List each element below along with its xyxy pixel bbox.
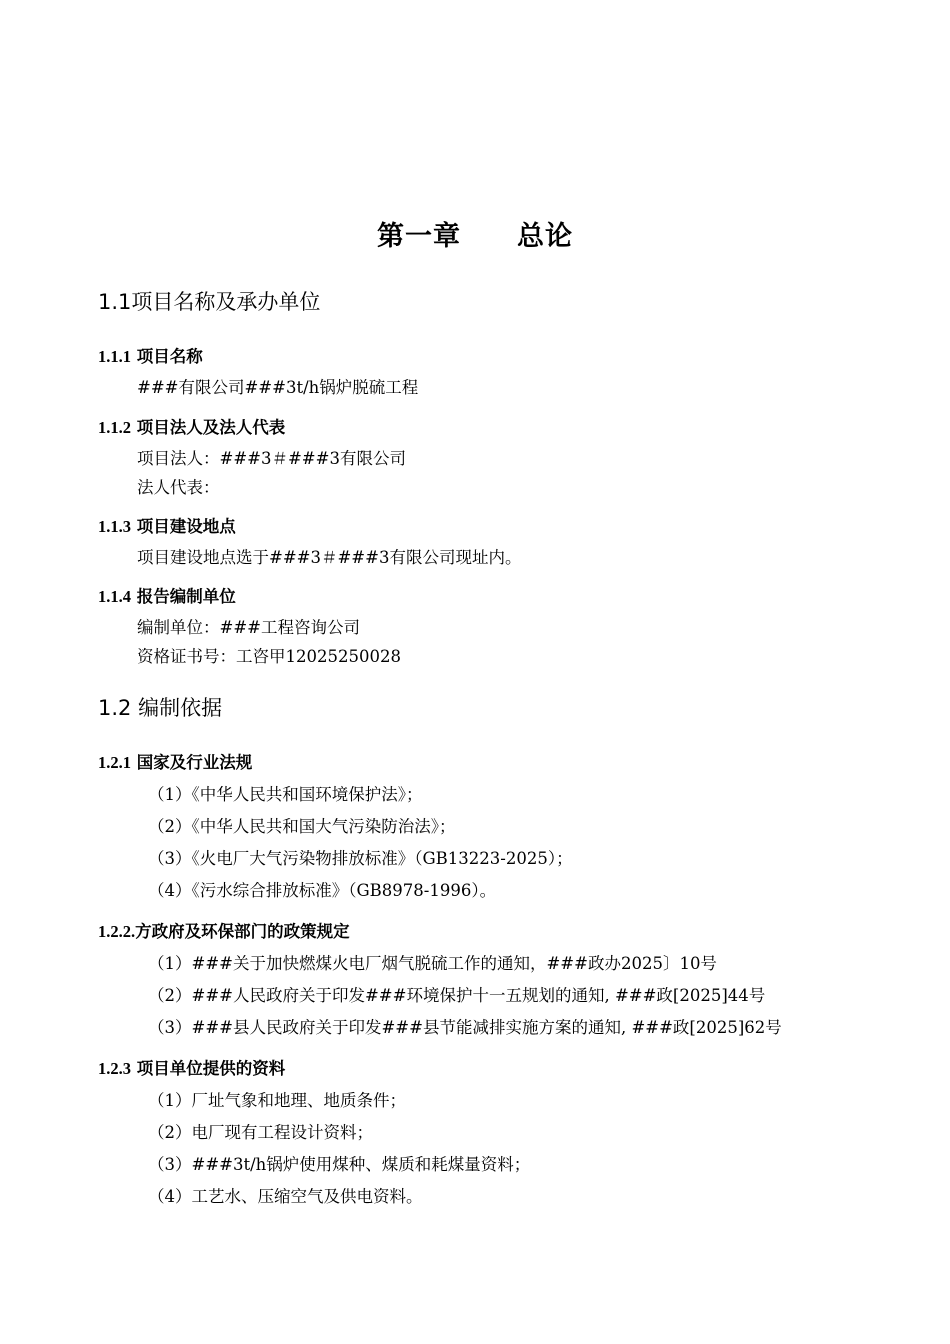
chapter-number: 第一章 [377, 221, 461, 252]
subsection-heading-1-1-3 [98, 513, 236, 537]
subsection-title: 项目名称 [136, 347, 203, 366]
list-item: （1）《中华人民共和国环境保护法》； [148, 785, 423, 804]
subsection-heading-1-1-4 [98, 583, 236, 607]
list-item: （2）《中华人民共和国大气污染防治法》； [148, 817, 456, 836]
subsection-heading-1-1-2 [98, 414, 285, 438]
list-item: （3）###县人民政府关于印发###县节能减排实施方案的通知, ###政[2025]62号 [148, 1018, 782, 1037]
subsection-title: 项目法人及法人代表 [136, 418, 286, 437]
list-item: （3）《火电厂大气污染物排放标准》（GB13223-2025）； [148, 849, 573, 868]
subsection-number: 1.1.3 [98, 517, 131, 536]
list-item: （4）《污水综合排放标准》（GB8978-1996）。 [148, 881, 497, 900]
subsection-number: 1.1.4 [98, 587, 131, 606]
list-item: （2）电厂现有工程设计资料； [148, 1123, 373, 1142]
subsection-title: 项目建设地点 [136, 517, 236, 536]
project-name-text: ###有限公司###3t/h锅炉脱硫工程 [137, 378, 419, 397]
legal-representative-text: 法人代表： [137, 478, 220, 497]
list-item: （2）###人民政府关于印发###环境保护十一五规划的通知, ###政[2025]44号 [148, 986, 766, 1005]
subsection-number: 1.1.2 [98, 418, 131, 437]
subsection-heading-1-2-1 [98, 749, 252, 773]
subsection-number: 1.2.2. [98, 922, 136, 941]
subsection-heading-1-2-3 [98, 1055, 285, 1079]
list-item: （4）工艺水、压缩空气及供电资料。 [148, 1187, 423, 1206]
subsection-number: 1.2.1 [98, 753, 131, 772]
subsection-title: 项目单位提供的资料 [136, 1059, 286, 1078]
subsection-title: 国家及行业法规 [136, 753, 253, 772]
list-item: （1）###关于加快燃煤火电厂烟气脱硫工作的通知，###政办2025〕10号 [148, 954, 717, 973]
project-location-text: 项目建设地点选于###3＃###3有限公司现址内。 [137, 548, 522, 567]
list-item: （3）###3t/h锅炉使用煤种、煤质和耗煤量资料； [148, 1155, 531, 1174]
subsection-heading-1-1-1 [98, 343, 203, 367]
subsection-number: 1.1.1 [98, 347, 131, 366]
section-heading-1-1: 1.1项目名称及承办单位 [98, 290, 321, 314]
section-heading-1-2: 1.2 编制依据 [98, 696, 223, 720]
subsection-title: 报告编制单位 [136, 587, 236, 606]
qualification-number-text: 资格证书号：工咨甲12025250028 [137, 647, 401, 666]
project-legal-person-text: 项目法人：###3＃###3有限公司 [137, 449, 406, 468]
list-item: （1）厂址气象和地理、地质条件； [148, 1091, 406, 1110]
compiling-unit-text: 编制单位：###工程咨询公司 [137, 618, 360, 637]
subsection-title: 方政府及环保部门的政策规定 [135, 922, 350, 941]
chapter-name: 总论 [517, 221, 573, 252]
subsection-number: 1.2.3 [98, 1059, 131, 1078]
subsection-heading-1-2-2 [98, 918, 350, 942]
chapter-title [0, 214, 950, 253]
